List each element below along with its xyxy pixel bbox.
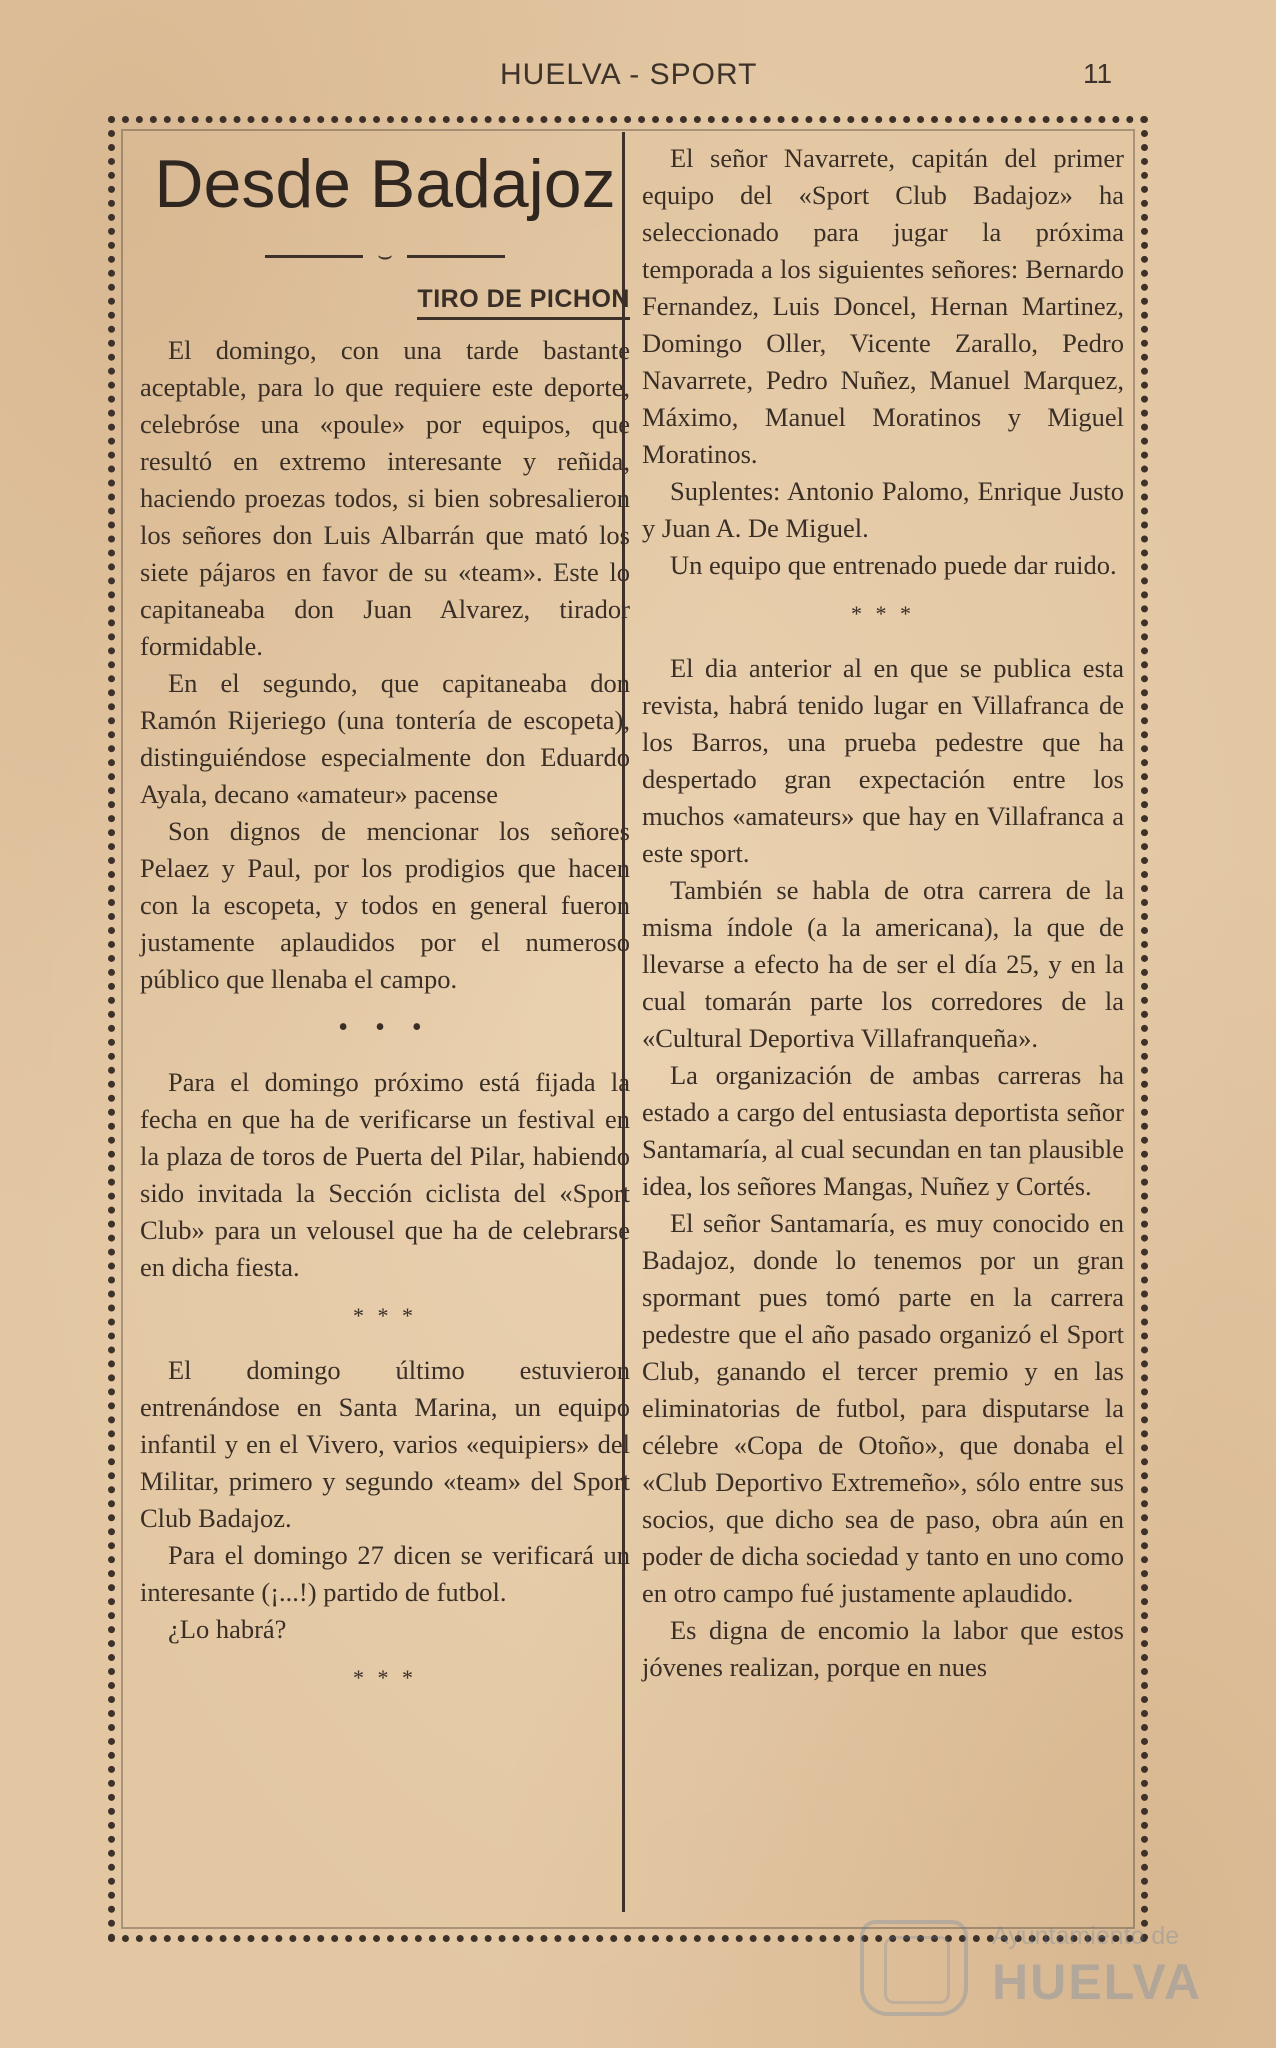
left-paragraph-6: Para el domingo 27 dicen se verificará un interesante (¡...!) partido de futbol. [140,1540,630,1607]
left-paragraph-7: ¿Lo habrá? [168,1614,287,1644]
right-paragraph-3: Un equipo que entrenado puede dar ruido. [670,550,1117,580]
star-separator-left-1: * * * [353,1303,417,1328]
right-paragraph-5: También se habla de otra carrera de la misma índole (a la americana), la que de llevarse a efecto ha de ser el día 25, y en la cual tomarán parte los corredores de la «Cultural Deportiva Villafranqueña». [642,875,1124,1053]
left-paragraph-3: Son dignos de mencionar los señores Pelaez y Paul, por los prodigios que hacen con la escopeta, y todos en general fueron justamente aplaudidos por el numeroso público que llenaba el campo. [140,816,630,994]
left-paragraph-5: El domingo último estuvieron entrenándose en Santa Marina, un equipo infantil y en el Vivero, varios «equipiers» del Militar, primero y segundo «team» del Sport Club Badajoz. [140,1355,630,1533]
section-heading [140,282,630,320]
dot-separator: • • • [338,1012,432,1043]
watermark-line-1: Ayuntamiento de [992,1922,1180,1950]
publication-title: HUELVA - SPORT [500,58,758,91]
right-paragraph-7: El señor Santamaría, es muy conocido en Badajoz, donde lo tenemos por un gran spormant pues tomó parte en la carrera pedestre que el año pasado organizó el Sport Club, ganando el tercer premio y en las eliminatorias de futbol, para disputarse la célebre «Copa de Otoño», que donaba el «Club Deportivo Extremeño», sólo entre sus socios, que dicho sea de paso, obra aún en poder de dicha sociedad y tanto en uno como en otro campo fué justamente aplaudido. [642,1208,1124,1608]
page-header [0,58,1276,98]
right-paragraph-1: El señor Navarrete, capitán del primer equipo del «Sport Club Badajoz» ha seleccionado para jugar la próxima temporada a los siguientes señores: Bernardo Fernandez, Luis Doncel, Hernan Martinez, Domingo Oller, Vicente Zarallo, Pedro Navarrete, Pedro Nuñez, Manuel Marquez, Máximo, Manuel Moratinos y Miguel Moratinos. [642,143,1124,469]
left-paragraph-1: El domingo, con una tarde bastante aceptable, para lo que requiere este deporte, celebróse una «poule» por equipos, que resultó en extremo interesante y reñida, haciendo proezas todos, si bien sobresalieron los señores don Luis Albarrán que mató los siete pájaros en favor de su «team». Este lo capitaneaba don Juan Alvarez, tirador formidable. [140,335,630,661]
title-ornament [265,240,505,272]
archive-watermark [860,1902,1220,2022]
right-column [642,140,1124,1686]
right-paragraph-8: Es digna de encomio la labor que estos jóvenes realizan, porque en nues [642,1615,1124,1682]
star-separator-left-2: * * * [353,1665,417,1690]
right-paragraph-2: Suplentes: Antonio Palomo, Enrique Justo y Juan A. De Miguel. [642,476,1124,543]
huelva-seal-icon [860,1920,968,2016]
page-number: 11 [1083,58,1113,89]
ornament-line-left [265,255,363,258]
right-paragraph-6: La organización de ambas carreras ha estado a cargo del entusiasta deportista señor Santamaría, al cual secundan en tan plausible idea, los señores Mangas, Nuñez y Cortés. [642,1060,1124,1201]
left-column [140,140,630,1714]
right-paragraph-4: El dia anterior al en que se publica esta revista, habrá tenido lugar en Villafranca de los Barros, una prueba pedestre que ha despertado gran expectación entre los muchos «amateurs» que hay en Villafranca a este sport. [642,653,1124,868]
left-paragraph-2: En el segundo, que capitaneaba don Ramón Rijeriego (una tontería de escopeta), distinguiéndose especialmente don Eduardo Ayala, decano «amateur» pacense [140,668,630,809]
left-paragraph-4: Para el domingo próximo está fijada la fecha en que ha de verificarse un festival en la plaza de toros de Puerta del Pilar, habiendo sido invitada la Sección ciclista del «Sport Club» para un velousel que ha de celebrarse en dicha fiesta. [140,1067,630,1282]
article-title: Desde Badajoz [154,146,616,222]
section-heading-text: TIRO DE PICHON [417,282,630,320]
watermark-line-2: HUELVA [992,1954,1203,2010]
star-separator-right: * * * [851,601,915,626]
ornament-line-right [407,255,505,258]
ornament-mark: ⌣ [377,243,393,269]
